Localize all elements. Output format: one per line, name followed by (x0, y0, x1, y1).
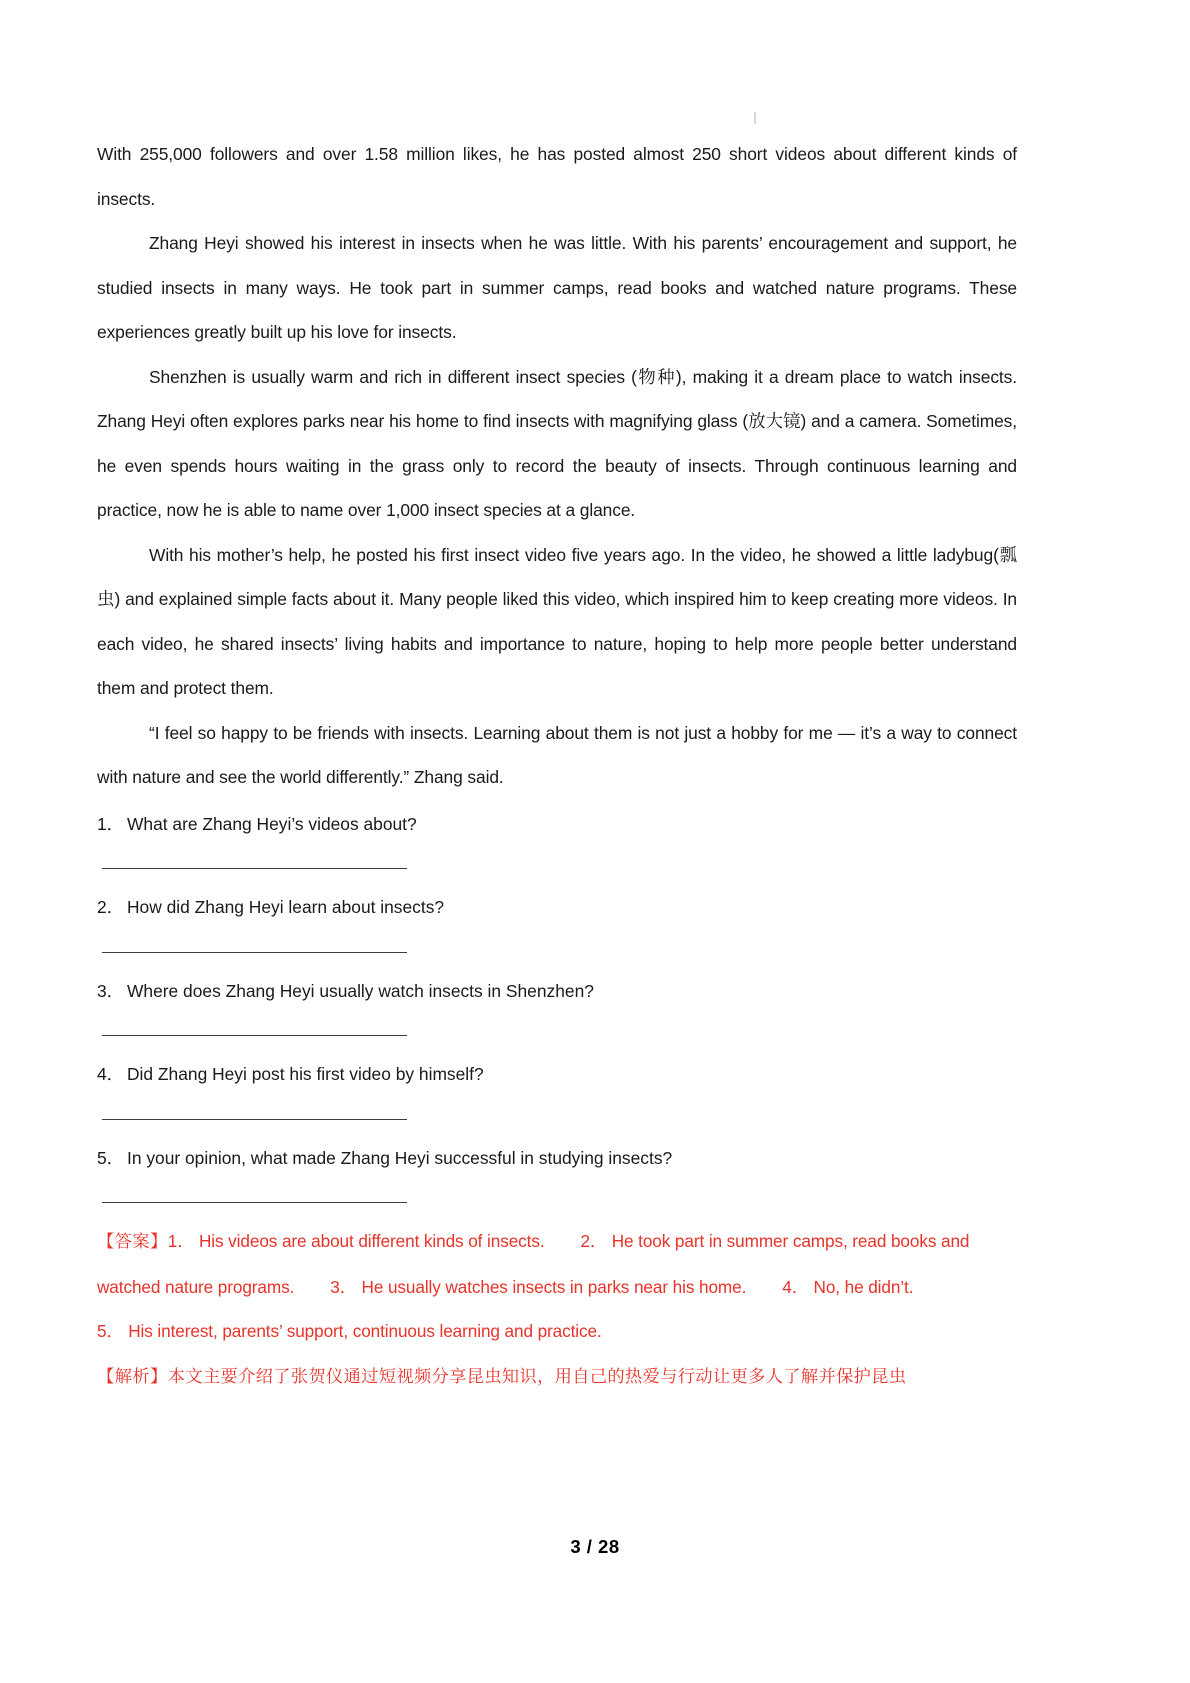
answer-line-2 (97, 1265, 1017, 1310)
answer-1: 1． His videos are about different kinds of insects. (167, 1231, 545, 1251)
question-2-number: 2． (97, 897, 125, 917)
question-3-text: Where does Zhang Heyi usually watch insects in Shenzhen? (127, 980, 594, 1001)
question-3-block (97, 969, 1017, 1037)
question-4-number: 4． (97, 1064, 125, 1084)
question-1-number: 1． (97, 813, 125, 834)
paragraph-4: With his mother’s help, he posted his first insect video five years ago. In the video, he showed a little ladybug(瓢虫) and explained simple facts about it. Many people liked this video, which inspired him to keep creating more videos. In each video, he shared insects’ living habits and importance to nature, hoping to help more people better understand them and protect them. (97, 544, 1017, 698)
paragraph-1: With 255,000 followers and over 1.58 million likes, he has posted almost 250 short videos about different kinds of insects. (97, 144, 1017, 209)
paragraph-5: “I feel so happy to be friends with insects. Learning about them is not just a hobby for me — it’s a way to connect with nature and see the world differently.” Zhang said. (97, 722, 1017, 787)
question-5 (97, 1136, 1017, 1181)
question-3 (97, 969, 1017, 1014)
document-body (97, 132, 1017, 1399)
answer-4: 4． No, he didn’t. (782, 1276, 914, 1297)
answer-rule-1[interactable] (102, 868, 407, 869)
question-2 (97, 885, 1017, 930)
answer-rule-3[interactable] (102, 1035, 407, 1036)
paragraph-3: Shenzhen is usually warm and rich in different insect species (物种), making it a dream place to watch insects. Zhang Heyi often explores parks near his home to find insects with magnifying glass (放大镜) and a camera. Sometimes, he even spends hours waiting in the grass only to record the beauty of insects. Through continuous learning and practice, now he is able to name over 1,000 insect species at a glance. (97, 366, 1017, 520)
answer-5: 5． His interest, parents’ support, continuous learning and practice. (97, 1321, 602, 1341)
question-5-number: 5． (97, 1147, 125, 1168)
analysis-text: 本文主要介绍了张贺仪通过短视频分享昆虫知识，用自己的热爱与行动让更多人了解并保护昆虫 (167, 1366, 907, 1387)
answer-3: 3． He usually watches insects in parks near his home. (330, 1276, 747, 1297)
question-4-block (97, 1052, 1017, 1120)
question-4-text: Did Zhang Heyi post his first video by himself? (127, 1064, 484, 1084)
answer-2-part1: 2． He took part in summer camps, read books and (580, 1231, 970, 1251)
answer-line-3 (97, 1309, 1017, 1354)
answer-rule-4[interactable] (102, 1119, 407, 1120)
question-5-text: In your opinion, what made Zhang Heyi successful in studying insects? (127, 1147, 673, 1168)
question-1-text: What are Zhang Heyi’s videos about? (127, 813, 417, 834)
question-3-number: 3． (97, 980, 125, 1001)
answer-line-1 (97, 1219, 1017, 1265)
question-2-text: How did Zhang Heyi learn about insects? (127, 897, 445, 917)
question-2-block (97, 885, 1017, 953)
question-5-block (97, 1136, 1017, 1204)
analysis-label: 【解析】 (97, 1366, 168, 1387)
page-indicator: 3 / 28 (570, 1536, 620, 1557)
faint-page-mark-icon (754, 112, 756, 124)
question-4 (97, 1052, 1017, 1097)
analysis-line (97, 1354, 1017, 1400)
paragraph-2: Zhang Heyi showed his interest in insects when he was little. With his parents’ encouragement and support, he studied insects in many ways. He took part in summer camps, read books and watched nature programs. These experiences greatly built up his love for insects. (97, 233, 1017, 342)
answer-rule-5[interactable] (102, 1202, 407, 1203)
question-1-block (97, 802, 1017, 870)
question-1 (97, 802, 1017, 847)
answer-2-part2: watched nature programs. (97, 1276, 295, 1297)
answer-rule-2[interactable] (102, 952, 407, 953)
answer-label: 【答案】 (97, 1232, 168, 1252)
page-footer (0, 1536, 1190, 1558)
